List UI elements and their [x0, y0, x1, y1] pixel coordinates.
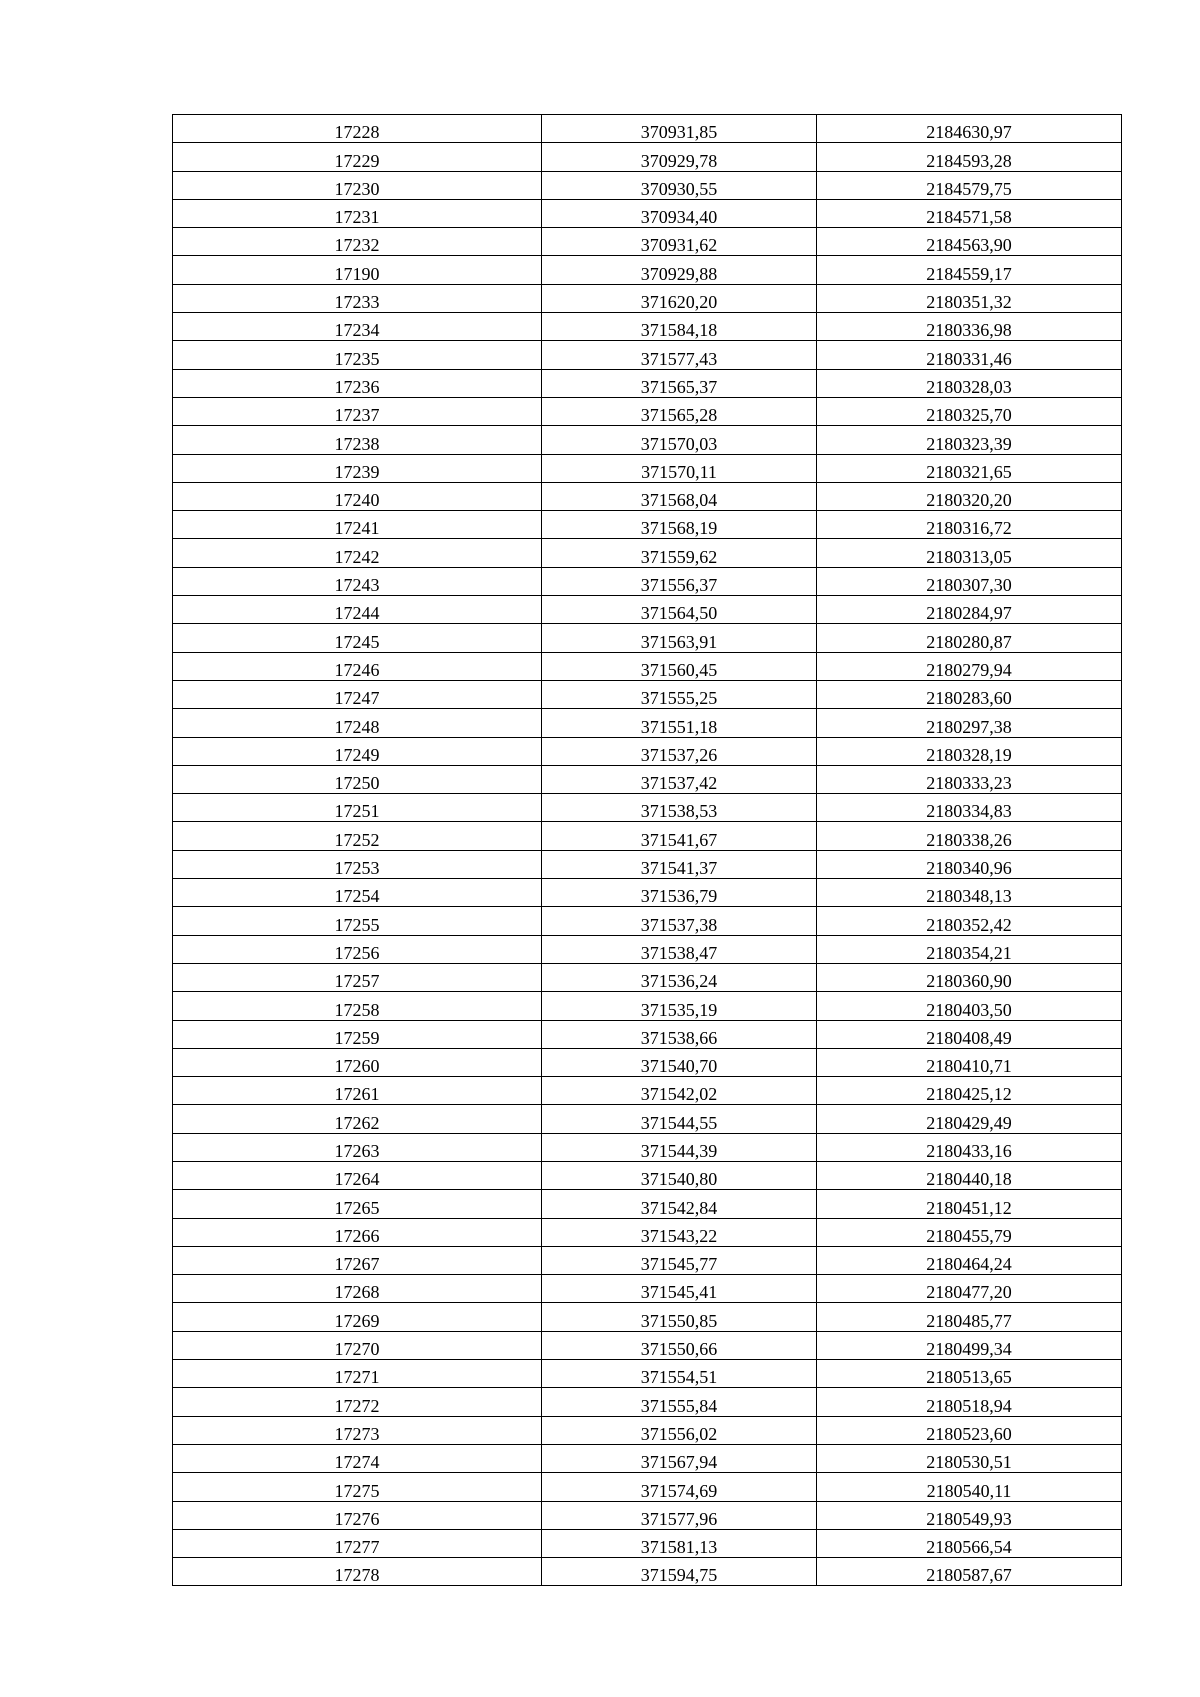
point-number-cell: 17259	[173, 1020, 542, 1048]
table-row	[173, 143, 1122, 171]
table-row	[173, 624, 1122, 652]
point-number-cell: 17239	[173, 454, 542, 482]
x-coordinate-cell: 371594,75	[542, 1558, 817, 1586]
coordinates-table	[172, 114, 1122, 1586]
table-row	[173, 228, 1122, 256]
y-coordinate-cell: 2180464,24	[817, 1246, 1122, 1274]
point-number-cell: 17265	[173, 1190, 542, 1218]
y-coordinate-cell: 2180429,49	[817, 1105, 1122, 1133]
x-coordinate-cell: 371565,28	[542, 397, 817, 425]
point-number-cell: 17263	[173, 1133, 542, 1161]
x-coordinate-cell: 371568,04	[542, 482, 817, 510]
y-coordinate-cell: 2180485,77	[817, 1303, 1122, 1331]
y-coordinate-cell: 2180518,94	[817, 1388, 1122, 1416]
x-coordinate-cell: 371555,25	[542, 680, 817, 708]
y-coordinate-cell: 2180360,90	[817, 963, 1122, 991]
table-row	[173, 1303, 1122, 1331]
point-number-cell: 17228	[173, 115, 542, 143]
table-row	[173, 1360, 1122, 1388]
point-number-cell: 17241	[173, 511, 542, 539]
table-row	[173, 652, 1122, 680]
y-coordinate-cell: 2180451,12	[817, 1190, 1122, 1218]
x-coordinate-cell: 371544,55	[542, 1105, 817, 1133]
x-coordinate-cell: 371574,69	[542, 1473, 817, 1501]
y-coordinate-cell: 2180334,83	[817, 794, 1122, 822]
y-coordinate-cell: 2180354,21	[817, 935, 1122, 963]
point-number-cell: 17240	[173, 482, 542, 510]
table-row	[173, 1388, 1122, 1416]
y-coordinate-cell: 2180530,51	[817, 1444, 1122, 1472]
y-coordinate-cell: 2184630,97	[817, 115, 1122, 143]
x-coordinate-cell: 371536,79	[542, 879, 817, 907]
x-coordinate-cell: 370929,78	[542, 143, 817, 171]
x-coordinate-cell: 371541,67	[542, 822, 817, 850]
point-number-cell: 17238	[173, 426, 542, 454]
table-row	[173, 1133, 1122, 1161]
y-coordinate-cell: 2180566,54	[817, 1529, 1122, 1557]
x-coordinate-cell: 371577,43	[542, 341, 817, 369]
x-coordinate-cell: 371556,37	[542, 567, 817, 595]
point-number-cell: 17252	[173, 822, 542, 850]
x-coordinate-cell: 371577,96	[542, 1501, 817, 1529]
point-number-cell: 17247	[173, 680, 542, 708]
x-coordinate-cell: 371538,66	[542, 1020, 817, 1048]
x-coordinate-cell: 371540,70	[542, 1048, 817, 1076]
table-row	[173, 596, 1122, 624]
table-row	[173, 1161, 1122, 1189]
x-coordinate-cell: 371564,50	[542, 596, 817, 624]
y-coordinate-cell: 2180320,20	[817, 482, 1122, 510]
point-number-cell: 17264	[173, 1161, 542, 1189]
y-coordinate-cell: 2180549,93	[817, 1501, 1122, 1529]
y-coordinate-cell: 2184563,90	[817, 228, 1122, 256]
point-number-cell: 17232	[173, 228, 542, 256]
x-coordinate-cell: 371568,19	[542, 511, 817, 539]
table-row	[173, 1105, 1122, 1133]
y-coordinate-cell: 2180408,49	[817, 1020, 1122, 1048]
x-coordinate-cell: 371542,02	[542, 1077, 817, 1105]
y-coordinate-cell: 2180316,72	[817, 511, 1122, 539]
x-coordinate-cell: 371543,22	[542, 1218, 817, 1246]
table-row	[173, 369, 1122, 397]
table-row	[173, 341, 1122, 369]
point-number-cell: 17274	[173, 1444, 542, 1472]
table-row	[173, 1077, 1122, 1105]
y-coordinate-cell: 2180352,42	[817, 907, 1122, 935]
x-coordinate-cell: 370934,40	[542, 199, 817, 227]
x-coordinate-cell: 371542,84	[542, 1190, 817, 1218]
table-row	[173, 1501, 1122, 1529]
point-number-cell: 17275	[173, 1473, 542, 1501]
table-row	[173, 935, 1122, 963]
x-coordinate-cell: 371545,41	[542, 1275, 817, 1303]
table-row	[173, 454, 1122, 482]
table-row	[173, 907, 1122, 935]
point-number-cell: 17266	[173, 1218, 542, 1246]
x-coordinate-cell: 370930,55	[542, 171, 817, 199]
table-row	[173, 256, 1122, 284]
y-coordinate-cell: 2180280,87	[817, 624, 1122, 652]
x-coordinate-cell: 371565,37	[542, 369, 817, 397]
y-coordinate-cell: 2180279,94	[817, 652, 1122, 680]
y-coordinate-cell: 2180499,34	[817, 1331, 1122, 1359]
table-row	[173, 1218, 1122, 1246]
table-row	[173, 822, 1122, 850]
x-coordinate-cell: 371536,24	[542, 963, 817, 991]
y-coordinate-cell: 2180284,97	[817, 596, 1122, 624]
y-coordinate-cell: 2180440,18	[817, 1161, 1122, 1189]
point-number-cell: 17243	[173, 567, 542, 595]
table-row	[173, 1529, 1122, 1557]
x-coordinate-cell: 371563,91	[542, 624, 817, 652]
table-row	[173, 737, 1122, 765]
point-number-cell: 17190	[173, 256, 542, 284]
point-number-cell: 17277	[173, 1529, 542, 1557]
point-number-cell: 17235	[173, 341, 542, 369]
x-coordinate-cell: 370929,88	[542, 256, 817, 284]
x-coordinate-cell: 371537,26	[542, 737, 817, 765]
x-coordinate-cell: 371540,80	[542, 1161, 817, 1189]
x-coordinate-cell: 371570,11	[542, 454, 817, 482]
table-row	[173, 992, 1122, 1020]
x-coordinate-cell: 371554,51	[542, 1360, 817, 1388]
table-row	[173, 567, 1122, 595]
point-number-cell: 17254	[173, 879, 542, 907]
y-coordinate-cell: 2184559,17	[817, 256, 1122, 284]
table-row	[173, 1331, 1122, 1359]
point-number-cell: 17250	[173, 765, 542, 793]
y-coordinate-cell: 2180321,65	[817, 454, 1122, 482]
point-number-cell: 17233	[173, 284, 542, 312]
x-coordinate-cell: 371538,53	[542, 794, 817, 822]
table-row	[173, 171, 1122, 199]
x-coordinate-cell: 371581,13	[542, 1529, 817, 1557]
y-coordinate-cell: 2180540,11	[817, 1473, 1122, 1501]
y-coordinate-cell: 2180523,60	[817, 1416, 1122, 1444]
table-row	[173, 850, 1122, 878]
point-number-cell: 17236	[173, 369, 542, 397]
y-coordinate-cell: 2180587,67	[817, 1558, 1122, 1586]
y-coordinate-cell: 2180338,26	[817, 822, 1122, 850]
point-number-cell: 17257	[173, 963, 542, 991]
table-row	[173, 1246, 1122, 1274]
coordinates-table-body	[173, 115, 1122, 1586]
point-number-cell: 17234	[173, 313, 542, 341]
point-number-cell: 17244	[173, 596, 542, 624]
point-number-cell: 17270	[173, 1331, 542, 1359]
point-number-cell: 17251	[173, 794, 542, 822]
table-row	[173, 1444, 1122, 1472]
y-coordinate-cell: 2184579,75	[817, 171, 1122, 199]
point-number-cell: 17269	[173, 1303, 542, 1331]
x-coordinate-cell: 371559,62	[542, 539, 817, 567]
y-coordinate-cell: 2180336,98	[817, 313, 1122, 341]
x-coordinate-cell: 370931,62	[542, 228, 817, 256]
point-number-cell: 17278	[173, 1558, 542, 1586]
point-number-cell: 17258	[173, 992, 542, 1020]
x-coordinate-cell: 371535,19	[542, 992, 817, 1020]
table-row	[173, 539, 1122, 567]
x-coordinate-cell: 371537,38	[542, 907, 817, 935]
point-number-cell: 17276	[173, 1501, 542, 1529]
x-coordinate-cell: 371620,20	[542, 284, 817, 312]
table-row	[173, 1048, 1122, 1076]
x-coordinate-cell: 371556,02	[542, 1416, 817, 1444]
point-number-cell: 17261	[173, 1077, 542, 1105]
y-coordinate-cell: 2180477,20	[817, 1275, 1122, 1303]
table-row	[173, 680, 1122, 708]
table-row	[173, 397, 1122, 425]
table-row	[173, 482, 1122, 510]
y-coordinate-cell: 2180313,05	[817, 539, 1122, 567]
y-coordinate-cell: 2180340,96	[817, 850, 1122, 878]
point-number-cell: 17249	[173, 737, 542, 765]
x-coordinate-cell: 371584,18	[542, 313, 817, 341]
y-coordinate-cell: 2180323,39	[817, 426, 1122, 454]
x-coordinate-cell: 371555,84	[542, 1388, 817, 1416]
x-coordinate-cell: 371567,94	[542, 1444, 817, 1472]
y-coordinate-cell: 2180307,30	[817, 567, 1122, 595]
table-row	[173, 879, 1122, 907]
point-number-cell: 17246	[173, 652, 542, 680]
table-row	[173, 1473, 1122, 1501]
table-row	[173, 199, 1122, 227]
y-coordinate-cell: 2180328,19	[817, 737, 1122, 765]
x-coordinate-cell: 371560,45	[542, 652, 817, 680]
table-row	[173, 115, 1122, 143]
y-coordinate-cell: 2180410,71	[817, 1048, 1122, 1076]
point-number-cell: 17245	[173, 624, 542, 652]
point-number-cell: 17237	[173, 397, 542, 425]
y-coordinate-cell: 2180297,38	[817, 709, 1122, 737]
x-coordinate-cell: 371537,42	[542, 765, 817, 793]
point-number-cell: 17248	[173, 709, 542, 737]
y-coordinate-cell: 2180403,50	[817, 992, 1122, 1020]
point-number-cell: 17255	[173, 907, 542, 935]
table-row	[173, 1020, 1122, 1048]
point-number-cell: 17262	[173, 1105, 542, 1133]
point-number-cell: 17260	[173, 1048, 542, 1076]
y-coordinate-cell: 2180283,60	[817, 680, 1122, 708]
table-row	[173, 709, 1122, 737]
table-row	[173, 284, 1122, 312]
table-row	[173, 1416, 1122, 1444]
y-coordinate-cell: 2180333,23	[817, 765, 1122, 793]
y-coordinate-cell: 2180351,32	[817, 284, 1122, 312]
table-row	[173, 1558, 1122, 1586]
point-number-cell: 17253	[173, 850, 542, 878]
y-coordinate-cell: 2180331,46	[817, 341, 1122, 369]
point-number-cell: 17268	[173, 1275, 542, 1303]
x-coordinate-cell: 371551,18	[542, 709, 817, 737]
y-coordinate-cell: 2180513,65	[817, 1360, 1122, 1388]
table-row	[173, 511, 1122, 539]
table-row	[173, 1190, 1122, 1218]
x-coordinate-cell: 371541,37	[542, 850, 817, 878]
point-number-cell: 17242	[173, 539, 542, 567]
y-coordinate-cell: 2180328,03	[817, 369, 1122, 397]
point-number-cell: 17231	[173, 199, 542, 227]
x-coordinate-cell: 371570,03	[542, 426, 817, 454]
y-coordinate-cell: 2184571,58	[817, 199, 1122, 227]
y-coordinate-cell: 2180433,16	[817, 1133, 1122, 1161]
table-row	[173, 963, 1122, 991]
x-coordinate-cell: 371538,47	[542, 935, 817, 963]
y-coordinate-cell: 2184593,28	[817, 143, 1122, 171]
table-row	[173, 1275, 1122, 1303]
table-row	[173, 426, 1122, 454]
table-row	[173, 765, 1122, 793]
x-coordinate-cell: 371544,39	[542, 1133, 817, 1161]
table-row	[173, 794, 1122, 822]
y-coordinate-cell: 2180455,79	[817, 1218, 1122, 1246]
point-number-cell: 17272	[173, 1388, 542, 1416]
table-row	[173, 313, 1122, 341]
y-coordinate-cell: 2180425,12	[817, 1077, 1122, 1105]
x-coordinate-cell: 371550,85	[542, 1303, 817, 1331]
x-coordinate-cell: 371545,77	[542, 1246, 817, 1274]
point-number-cell: 17256	[173, 935, 542, 963]
x-coordinate-cell: 370931,85	[542, 115, 817, 143]
point-number-cell: 17273	[173, 1416, 542, 1444]
point-number-cell: 17230	[173, 171, 542, 199]
x-coordinate-cell: 371550,66	[542, 1331, 817, 1359]
point-number-cell: 17271	[173, 1360, 542, 1388]
point-number-cell: 17267	[173, 1246, 542, 1274]
y-coordinate-cell: 2180325,70	[817, 397, 1122, 425]
y-coordinate-cell: 2180348,13	[817, 879, 1122, 907]
point-number-cell: 17229	[173, 143, 542, 171]
